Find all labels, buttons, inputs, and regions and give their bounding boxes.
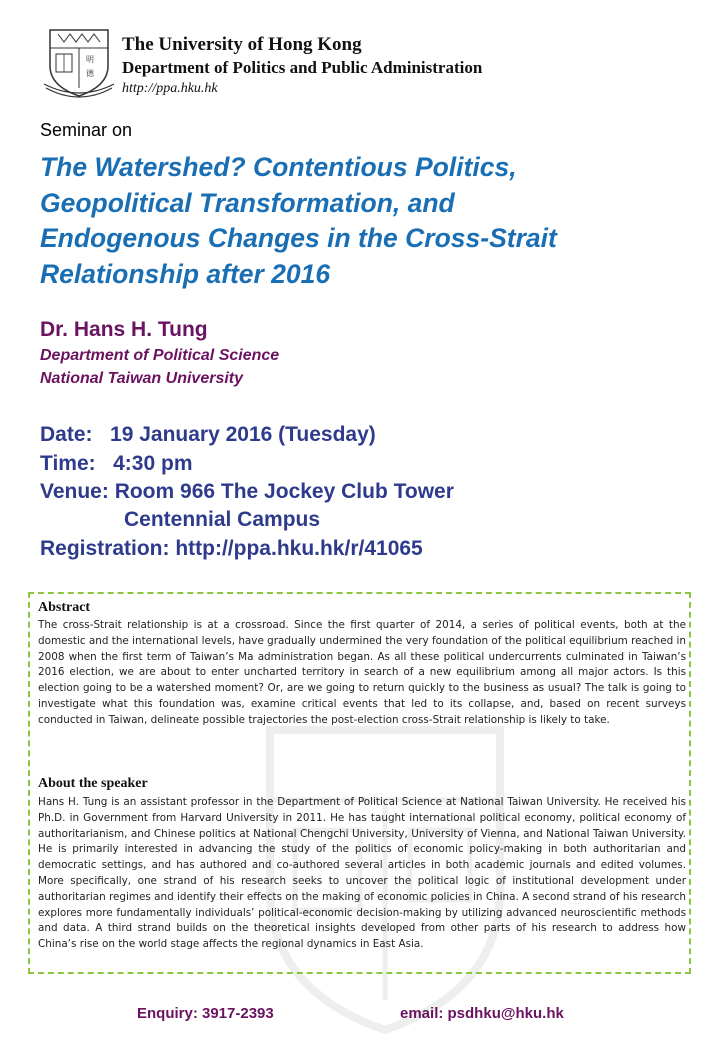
event-registration[interactable]: Registration: http://ppa.hku.hk/r/41065 [40,537,423,560]
title-line: The Watershed? Contentious Politics, [40,152,517,182]
about-heading: About the speaker [38,776,148,791]
svg-text:德: 德 [86,69,94,78]
enquiry-phone: Enquiry: 3917-2393 [137,1005,274,1022]
about-text: Hans H. Tung is an assistant professor in the Department of Political Science at National Taiwan University. He received his Ph.D. in Government from Harvard University in 2011. He has taught international political economy, political economy of authoritarianism, and Chinese politics at National Chengchi University, University of Vienna, and National Taiwan University. He is primarily interested in advancing the study of the politics of economic policy-making in both authoritarian and democratic settings, and has authored and co-authored several articles in both academic journals and edited volumes. More specifically, one strand of his research seeks to uncover the political logic of institutional development under authoritarian regimes and identify their effects on the making of economic policies in China. A second strand of his research explores more fundamentally individuals’ political-economic decision-making by utilizing advanced neuroscientific methods and data. A third strand builds on the theoretical insights developed from other parts of his research to address how China’s rise on the world stage affects the regional dynamics in East Asia. [38,796,686,951]
title-line: Geopolitical Transformation, and [40,187,455,218]
department-url[interactable]: http://ppa.hku.hk [122,81,218,96]
title-line: Endogenous Changes in the Cross-Strait [40,223,557,253]
speaker-name: Dr. Hans H. Tung [40,318,208,341]
speaker-institution: National Taiwan University [40,370,244,387]
title-line: Relationship after 2016 [40,258,331,289]
event-venue-line2: Centennial Campus [124,508,321,531]
event-time: Time: 4:30 pm [40,452,193,475]
enquiry-email[interactable]: email: psdhku@hku.hk [400,1005,564,1022]
seminar-title [40,150,700,292]
abstract-heading: Abstract [38,600,91,615]
department-name: Department of Politics and Public Administration [122,58,483,77]
event-venue: Venue: Room 966 The Jockey Club Tower [40,480,454,503]
hku-crest-icon [44,26,114,98]
abstract-text: The cross-Strait relationship is at a crossroad. Since the first quarter of 2014, a series of political events, both at the domestic and the international levels, have gradually undermined the very foundation of the political equilibrium reached in 2008 when the first term of Taiwan’s Ma administration began. As all these political undercurrents culminated in Taiwan’s 2016 election, we are about to enter uncharted territory in search of a new equilibrium among all major actors. Is this election going to be a watershed moment? Or, are we going to return quickly to the business as usual? The talk is going to investigate what this foundation was, examine critical events that led to its collapse, and, based on recent surveys conducted in Taiwan, delineate possible trajectories the post-election cross-Strait relationship is likely to take. [38,619,686,726]
abstract-box [28,592,691,974]
header [40,26,680,104]
event-date: Date: 19 January 2016 (Tuesday) [40,423,376,446]
university-name: The University of Hong Kong [122,34,362,55]
seminar-label: Seminar on [40,120,133,140]
svg-text:明: 明 [86,55,94,64]
speaker-department: Department of Political Science [40,347,280,364]
